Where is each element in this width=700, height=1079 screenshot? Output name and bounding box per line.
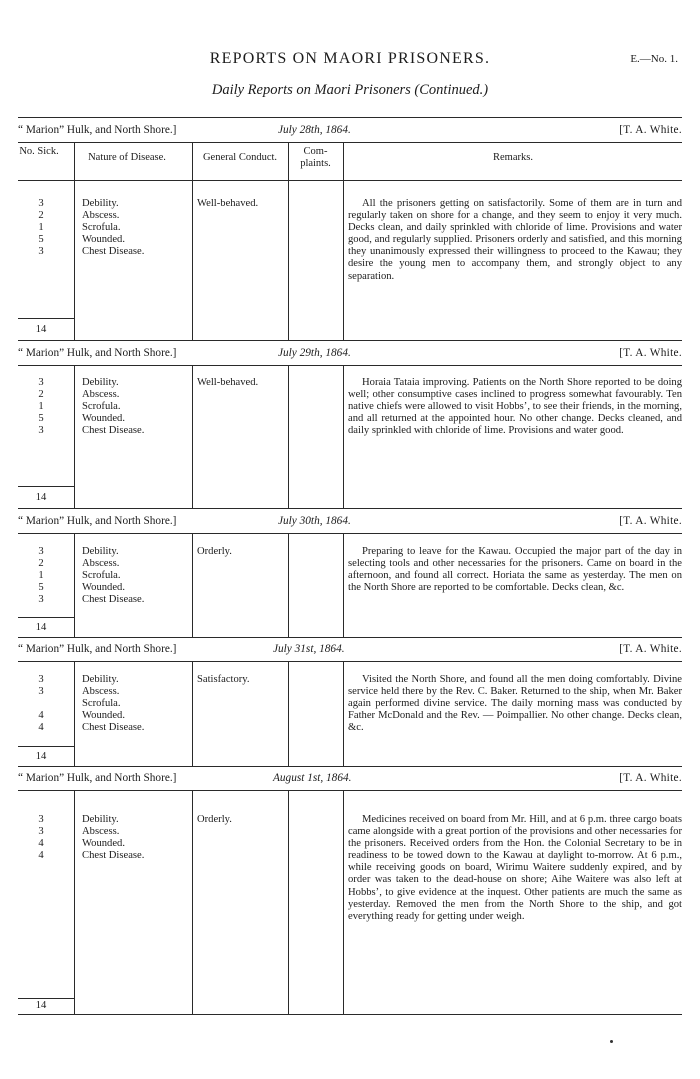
rule (18, 661, 682, 662)
report-location: “ Marion” Hulk, and North Shore.] (18, 772, 177, 784)
sick-counts: 3 2 1 5 3 (38, 546, 44, 606)
sick-counts: 3 3 4 4 (38, 814, 44, 862)
rule (18, 766, 682, 767)
general-conduct: Well-behaved. (197, 198, 259, 209)
report-signature: [T. A. White. (619, 515, 682, 527)
report-date: July 31st, 1864. (273, 643, 345, 655)
rule (18, 117, 682, 118)
report-remarks: Preparing to leave for the Kawau. Occupied the major part of the day in selecting tools and other necessaries for the prisoners. Came on board in the afternoon, and found all correct. Horiata the same as yesterday. The men on the North Shore are reported to be comfortable. Decks clean, &c. (348, 546, 682, 594)
disease-list: Debility. Abscess. Scrofula. Wounded. Chest Disease. (82, 198, 145, 258)
sick-counts: 3 2 1 5 3 (38, 198, 44, 258)
sick-counts: 3 2 1 5 3 (38, 377, 44, 437)
report-location: “ Marion” Hulk, and North Shore.] (18, 515, 177, 527)
disease-list: Debility. Abscess. Scrofula. Wounded. Chest Disease. (82, 674, 145, 734)
total-sick: 14 (35, 1000, 47, 1011)
report-date: July 30th, 1864. (278, 515, 351, 527)
document-reference: E.—No. 1. (630, 53, 678, 65)
report-remarks: Medicines received on board from Mr. Hill, and at 6 p.m. three cargo boats came alongside with a great portion of the provisions and other necessaries for the prisoners. Received orders from the Hon. the Colonial Secretary to be in readiness to be towed down to the Kawau at daylight to-morrow. At 6 p.m., while receiving goods on board, Wirimu Waitere suddenly expired, and by order was taken to the dead-house on shore; Aihe Waitere was also left at Hobbs’, to give evidence at the inquest. Other patients are much the same as yesterday. Removed the men from the North Shore to the ship, and got everything ready for getting under weigh. (348, 814, 682, 922)
total-sick: 14 (35, 324, 47, 335)
rule (18, 533, 682, 534)
page-title: REPORTS ON MAORI PRISONERS. (209, 50, 491, 67)
total-rule (18, 318, 74, 319)
report-signature: [T. A. White. (619, 347, 682, 359)
column-header-complaints: Com- plaints. (300, 146, 331, 169)
total-sick: 14 (35, 622, 47, 633)
report-signature: [T. A. White. (619, 772, 682, 784)
ink-speck (610, 1040, 613, 1043)
column-header-remarks: Remarks. (493, 152, 533, 163)
report-date: July 29th, 1864. (278, 347, 351, 359)
column-header-no-sick: No. Sick. (19, 146, 59, 157)
rule (18, 637, 682, 638)
report-remarks: Visited the North Shore, and found all the men doing comfortably. Divine service held there by the Rev. C. Baker. Returned to the ship, when Mr. Baker again performed divine service. The daily morning mass was conducted by Father McDonald and the Rev. — Poimpallier. No other change. Decks clean, &c. (348, 674, 682, 734)
total-rule (18, 617, 74, 618)
rule (18, 1014, 682, 1015)
disease-list: Debility. Abscess. Scrofula. Wounded. Chest Disease. (82, 377, 145, 437)
report-remarks: All the prisoners getting on satisfactorily. Some of them are in turn and regularly taken on shore for a change, and they seem to enjoy it very much. Decks clean, and daily sprinkled with chloride of lime. Provisions and water good, and regularly supplied. Prisoners orderly and satisfied, and this morning they unanimously expressed their willingness to proceed to the Kawau; they desire the young men to accompany them, and strongly object to any separation. (348, 198, 682, 282)
total-sick: 14 (35, 751, 47, 762)
disease-list: Debility. Abscess. Wounded. Chest Disease. (82, 814, 145, 862)
total-rule (18, 486, 74, 487)
column-header-general-conduct: General Conduct. (202, 152, 278, 163)
rule (18, 790, 682, 791)
rule (18, 340, 682, 341)
page-subtitle: Daily Reports on Maori Prisoners (Continued.) (211, 82, 489, 98)
general-conduct: Satisfactory. (197, 674, 250, 685)
general-conduct: Well-behaved. (197, 377, 259, 388)
disease-list: Debility. Abscess. Scrofula. Wounded. Chest Disease. (82, 546, 145, 606)
general-conduct: Orderly. (197, 814, 232, 825)
sick-counts: 3 3 4 4 (38, 674, 44, 734)
report-signature: [T. A. White. (619, 643, 682, 655)
total-sick: 14 (35, 492, 47, 503)
report-remarks: Horaia Tataia improving. Patients on the North Shore reported to be doing well; other consumptive cases inclined to progress somewhat favourably. Ten native chiefs were allowed to visit Hobbs’, to see their friends, in the morning, and all returned at the appointed hour. No other change. Decks cleaned, and daily sprinkled with chloride of lime. Provisions and water good. (348, 377, 682, 437)
report-date: July 28th, 1864. (278, 124, 351, 136)
total-rule (18, 998, 74, 999)
rule (18, 142, 682, 143)
report-location: “ Marion” Hulk, and North Shore.] (18, 643, 177, 655)
rule (18, 508, 682, 509)
general-conduct: Orderly. (197, 546, 232, 557)
rule (18, 365, 682, 366)
report-location: “ Marion” Hulk, and North Shore.] (18, 124, 177, 136)
report-date: August 1st, 1864. (273, 772, 352, 784)
total-rule (18, 746, 74, 747)
column-header-nature-of-disease: Nature of Disease. (88, 152, 166, 163)
report-signature: [T. A. White. (619, 124, 682, 136)
report-location: “ Marion” Hulk, and North Shore.] (18, 347, 177, 359)
rule (18, 180, 682, 181)
